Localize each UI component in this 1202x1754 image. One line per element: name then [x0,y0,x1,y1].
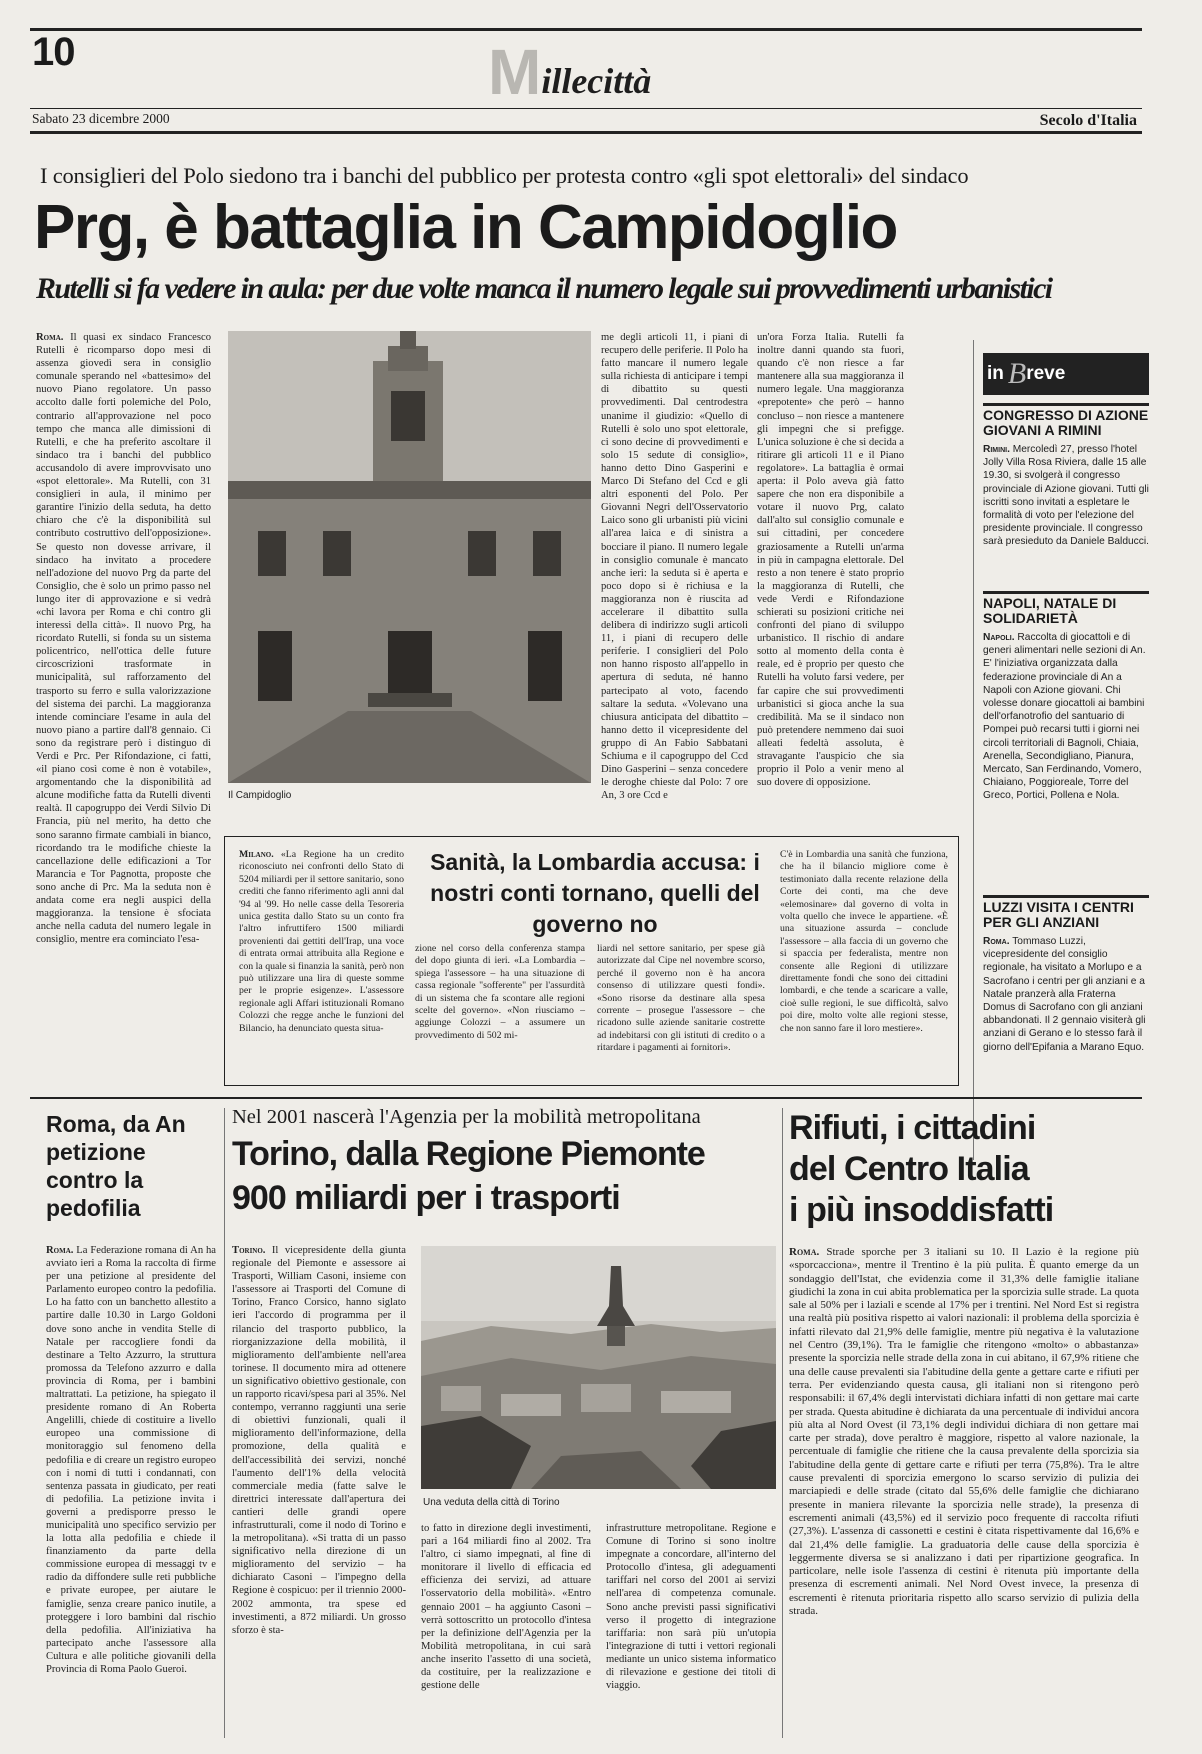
mid-rule [30,1097,1142,1099]
main-subtitle: Rutelli si fa vedere in aula: per due volte manca il numero legale sui provvedimenti urbanistici [36,272,1052,305]
lombardia-column-3: liardi nel settore sanitario, per spese già autorizzate dal Cipe nel novembre scorso, perché il governo non è ha ancora consenso di utilizzare questi fondi». «Sono risorse da destinare alla spesa corrente – prosegue l'assessore – che ricadono sulle aziende sanitarie costrette ad indebitarsi con gli istituti di credito o a ritardare i pagamenti ai fornitori». [597,943,765,1054]
rifiuti-column: Roma. Strade sporche per 3 italiani su 10. Il Lazio è la regione più «sporcacciona», mentre il Trentino è la più pulita. È quanto emerge da un sondaggio dell'Istat, che evidenzia come il 31,3% delle famiglie italiane giudichi la zona in cui abita problematica per la sporcizia sulle strade. La quota sale al 50% per i laziali e scende al 17% per i trentini. Nel Nord Est si registra una realtà più positiva rispetto ai valori nazionali: il problema della sporcizia è infatti rilevato dal 21,9% delle famiglie, mentre più negativa è la valutazione nel Centro (39,1%). Tra le famiglie che ritengono «molto» o abbastanza» presente la sporcizia nelle strade della zona in cui abitano, il 67,9% ritiene che una delle cause prevalenti sia l'abitudine della gente a gettare carte e rifiuti per terra. Per evidenziando questa causa, gli italiani non si ritengono però responsabili: il 67,4% degli intervistati dichiara infatti di non gettare mai carte per strada. Questa abitudine è dichiarata da una percentuale di individui ancora più alta al Nord Ovest (il 73,1% degli individui dichiara di non gettare mai carte per strada), dove peraltro è maggiore, rispetto al valore nazionale, la percentuale di famiglie che ritiene che la causa prevalente della sporcizia sia l'abitudine della gente di gettare carte e rifiuti per terra (75,8%). Tra le altre cause prevalenti di sporcizia emergono lo scarso servizio di pulizia dei marciapiedi e delle strade (citato dal 55,6% delle famiglie che dichiarano presente in maniera rilevante la sporcizia nelle strade), la presenza di escrementi animali (43,5%) ed il servizio poco frequente di raccolta rifiuti (27,3%). L'assenza di cassonetti e cestini è citata rispettivamente dal 16,6% e dal 21,4% delle famiglie. La graduatoria delle cause della sporcizia è leggermente diversa se si analizzano i dati per ripartizione geografica. In particolare, nelle isole l'assenza di cestini è ritenuta più importante della presenza di escrementi animali. Nel Nord Ovest invece, la presenza di escrementi è ritenuta prioritaria rispetto allo scarso servizio di pulizia della strada. [789,1246,1139,1618]
campidoglio-illustration [228,331,591,783]
divider-right [782,1108,783,1738]
campidoglio-photo [228,331,591,783]
brief-title-3: LUZZI VISITA I CENTRI PER GLI ANZIANI [983,899,1134,930]
main-column-1 [36,331,211,1076]
sidebar-divider [973,340,974,1160]
torino-column-3: infrastrutture metropolitane. Regione e Comune di Torino si sono inoltre impegnate a concordare, all'interno del Protocollo d'intesa, gli adeguamenti tariffari nel corso del 2001 ai servizi nell'area di competenza comunale. Sono anche previsti passi significativi verso il progetto di integrazione tariffaria: non sarà più un'utopia l'integrazione di tutti i vettori regionali mediante un unico sistema informatico di rilevazione e gestione dei titoli di viaggio. [606,1523,776,1692]
section-name: illecittà [541,61,652,101]
brief-item [983,591,1149,887]
section-initial: M [488,36,542,108]
brief-text-3: Roma. Tommaso Luzzi, vicepresidente del consiglio regionale, ha visitato a Morlupo e a Sacrofano i centri per gli anziani e a Natale pranzerà alla Fraterna Domus di Sacrofano con gli anziani abbandonati. Il 2 gennaio visiterà gli anziani di Gerano e lo stesso farà il giorno dell'Epifania a Marano Equo. [983,936,1146,1053]
main-column-3-text: me degli articoli 11, i piani di recupero delle periferie. Il Polo ha fatto mancare il numero legale sulla richiesta di anticipare i tempi di dibattito su questi provvedimenti. Dal centrodestra unanime il giudizio: «Quello di Rutelli è solo uno spot elettorale, ci sono decine di provvedimenti e solo 15 sedute di consiglio», hanno detto Dino Gasperini e Marco Di Stefano del Ccd e gli altri esponenti del Polo. Per Giovanni Negri dell'Osservatorio Laico sono gli urbanisti più vicini all'area laica e di sinistra a bocciare il piano. Il numero legale in consiglio comunale è mancato anche ieri: la seduta si è aperta e poco dopo si è richiusa e la maggioranza non è riuscita ad accelerare il dibattito sulla delibera di indirizzo sugli articoli 11, i piani di recupero delle periferie. I consiglieri del Polo non hanno risposto all'appello in apertura di seduta, né hanno partecipato al voto, facendo saltare la seduta. «Volevano una chiusura anticipata del dibattito – hanno detto il vicepresidente del gruppo di An Fabio Sabbatani Schiuma e il capogruppo del Ccd Dino Gasperini – senza concedere le deroghe chieste dal Polo: 7 ore An, 3 ore Ccd e [601,332,748,802]
divider-left [224,1108,225,1738]
brief-text-2: Napoli. Raccolta di giocattoli e di generi alimentari nelle sezioni di An. E' l'iniziativa organizzata dalla federazione provinciale di An a Napoli con Azione giovani. Chi volesse donare giocattoli ai bambini dell'orfanotrofio del santuario di Pompei può recarsi tutti i giorni nei circoli territoriali di Bagnoli, Chiaia, Arenella, Secondigliano, Pianura, Mercato, San Ferdinando, Vomero, Chiaiano, Poggioreale, Torre del Greco, Portici, Pollena e Nola. [983,632,1146,802]
brief-text-1: Rimini. Mercoledì 27, presso l'hotel Jolly Villa Rosa Riviera, dalle 15 alle 19.30, si svolgerà il congresso provinciale di Azione giovani. Tutti gli iscritti sono invitati a espletare le formalità di voto per l'elezione del presidente provinciale. Il congresso sarà presieduto da Daniele Balducci. [983,444,1149,548]
torino-photo [421,1246,776,1489]
rifiuti-title-3: i più insoddisfatti [789,1191,1054,1229]
rifiuti-title-1: Rifiuti, i cittadini [789,1109,1036,1147]
in-breve-label: in B reve [983,353,1149,395]
lombardia-title: Sanità, la Lombardia accusa: i nostri conti tornano, quelli del governo no [430,849,760,937]
brief-title-1: CONGRESSO DI AZIONE GIOVANI A RIMINI [983,407,1149,438]
header-thin-rule [30,108,1142,109]
torino-column-1: Torino. Il vicepresidente della giunta regionale del Piemonte e assessore ai Trasporti, William Casoni, insieme con l'assessore ai Trasporti del Comune di Torino, Franco Corsico, hanno siglato ieri l'accordo di programma per il rilancio del trasporto pubblico, la riorganizzazione della mobilità, il miglioramento dell'ambiente nell'area torinese. Il documento mira ad ottenere un significativo obiettivo gestionale, con un rapporto ricavi/spesa pari al 35%. Nel contempo, verranno raggiunti una serie di obiettivi funzionali, quali il miglioramento dell'informazione, della promozione, della qualità e dell'accessibilità dei servizi, nonché l'aumento dell'1% della velocità commerciale media (fatte salve le direttrici interessate dall'apertura dei cantieri delle grandi opere infrastrutturali, come il nodo di Torino e la metropolitana). «Si tratta di un passo significativo nella direzione di un miglioramento del servizio – ha dichiarato Casoni – l'impegno della Regione è cospicuo: per il triennio 2000-2002 ammonta, tra spese ed investimenti, a 872 miliardi. Un grosso sforzo è sta- [232,1245,406,1636]
main-column-3 [601,331,748,802]
rifiuti-title-2: del Centro Italia [789,1150,1029,1188]
main-title: Prg, è battaglia in Campidoglio [34,193,897,262]
torino-title-2: 900 miliardi per i trasporti [232,1179,620,1217]
main-column-4 [757,331,904,789]
campidoglio-caption: Il Campidoglio [228,790,292,801]
header-rule [30,131,1142,134]
lombardia-column-2: zione nel corso della conferenza stampa del dopo giunta di ieri. «La Lombardia – spiega l'assessore – ha una situazione di cassa regionale "sofferente" per l'assurdità di un sistema che fa scontare alle regioni scelte del governo». «Non riusciamo – aggiunge Colozzi – a assumere un provvedimento di 502 mi- [415,943,585,1041]
lombardia-column-4: C'è in Lombardia una sanità che funziona, che ha il bilancio migliore come è testimoniato dalla recente relazione della Corte dei conti, ma che deve «elemosinare» dal governo di volta in volta quello che invece le appartiene. «È una situazione assurda – conclude l'assessore – alla faccia di un governo che si spaccia per federalista, mentre non consente alle Regioni di utilizzare direttamente fondi che sono dei cittadini lombardi, e che tende a scaricare a valle, cioè sulle regioni, le sue difficoltà, salvo poi dire, molto volte alle regioni stesse, che non sanno fare il loro mestiere». [780,849,948,1034]
lombardia-column-1: Milano. «La Regione ha un credito riconosciuto nei confronti dello Stato di 5204 miliardi per il settore sanitario, sono crediti che fanno riferimento agli anni dal '94 al '99. Ho nelle casse della Tesoreria unica gestita dallo Stato su un conto fra l'altro infruttifero 1500 miliardi provenienti dai gettiti dell'Irap, una voce di entrata ormai attribuita alla Regione e con la quale si finanzia la sanità, però non può utilizzare una lira di queste somme per le proprie esigenze». L'assessore regionale agli Affari istituzionali Romano Colozzi che regge anche le funzioni del Bilancio, ha denunciato questa situa- [239,849,405,1034]
brief-title-2: NAPOLI, NATALE DI SOLIDARIETÀ [983,595,1117,626]
torino-title-1: Torino, dalla Regione Piemonte [232,1135,705,1173]
pedofilia-column: Roma. La Federazione romana di An ha avviato ieri a Roma la raccolta di firme per una petizione al presidente del Parlamento europeo contro la pedofilia. Lo ha fatto con un banchetto allestito a partire dalle 10.30 in Largo Goldoni dove sono anche in vendita Stelle di Natale per raccogliere fondi da destinare a Telto Azzurro, la struttura promossa da Telefono azzurro e dalla provincia di Roma, per i bambini maltrattati. La petizione, ha spiegato il presidente romano di An Roberta Angelilli, chiede di costituire a livello europeo una commissione di monitoraggio sul fenomeno della pedofilia e di creare un registro europeo con i nomi di tutti i condannati, con sentenza passata in giudicato, per reati di pedofilia. La petizione invita i governi a predisporre presso le municipalità uno specifico servizio per la lotta alla pedofilia e chiede il finanziamento da parte della commissione europea di messaggi tv e radio da diffondere sulle reti pubbliche e private europee, per aiutare le famiglie, senza creare panico inutile, a proteggere i loro bambini dal rischio della pedofilia. All'iniziativa ha partecipato anche l'assessore alla Cultura e alle politiche giovanili della Provincia di Roma Paolo Gueroi. [46,1245,217,1675]
issue-date: Sabato 23 dicembre 2000 [32,111,170,126]
lombardia-box [224,836,959,1086]
newspaper-name: Secolo d'Italia [1039,112,1137,129]
main-column-4-text: un'ora Forza Italia. Rutelli fa inoltre danni quando sta fuori, quando c'è non riesce a far mantenere alla sua maggioranza il numero legale. Una maggioranza «prepotente» che però – hanno concluso – non riesce a mantenere gli impegni che si prefigge. L'unica soluzione è che si decida a ritirare gli articoli 11 e il Piano regolatore». La battaglia è ormai aperta: il Polo aveva già fatto sapere che non era disponibile a votare il nuovo Prg, calato dall'alto sul consiglio comunale e sui cittadini, per concedere graziosamente a Rutelli un'arma in più in campagna elettorale. Del resto a non tenere è stato proprio la maggioranza di Rutelli, che vede Verdi e Rifondazione schierati su posizioni critiche nei confronti del piano di sviluppo urbanistico. Il rischio di andare sotto al momento della conta è reale, ed è proprio per questo che Rutelli ha voluto farsi vedere, per far capire che sui provvedimenti urbanistici si gioca anche la sua credibilità. Ma se il sindaco non può pretendere nemmeno dai suoi alleati fedeltà assoluta, è stravagante l'auspicio che sia proprio il Polo a venir meno al suo dovere di opposizione. [757,332,904,789]
brief-item [983,403,1149,583]
main-column-1-text: Il quasi ex sindaco Francesco Rutelli è ricomparso dopo mesi di assenza giovedì sera in consiglio comunale sperando nel «battesimo» del nuovo Piano regolatore. Un passo accolto dalle forti polemiche del Polo, contrario all'approvazione nel poco tempo che manca alle dimissioni di Rutelli, e che ha preferito ascoltare il sindaco tra i banchi del pubblico accusandolo di avere improvvisato uno «spot elettorale». Ma Rutelli, con 31 consiglieri in aula, il minimo per garantire l'inizio della seduta, ha detto chiaro che c'è la disponibilità sul contributo costruttivo dell'opposizione». Se questo non dovesse arrivare, il sindaco ha invitato a procedere nell'adozione del nuovo Prg da parte del Consiglio, che è solo un primo passo nel lungo iter di approvazione e si vedrà «chi lavora per Roma e chi contro gli interessi della città». Il nuovo Prg, ha ricordato Rutelli, si fonda su un sistema policentrico, nell'ottica delle future circoscrizioni trasformate in municipalità, sul rafforzamento del trasporto su ferro e sulla valorizzazione del sistema dei parchi. La maggioranza intende cominciare l'esame in aula del nuovo piano a partire dall'8 gennaio. Ci sono da registrare però i distinguo di Verdi e Prc. Per Rifondazione, ci fatti, «il piano così come è non è votabile», argomentando che la disponibilità ad alcune modifiche fatta da Rutelli diventi realtà. Il capogruppo dei Verdi Silvio Di Francia, più nel merito, ha detto che sono saranno firmate cambiali in bianco, ricordando tra le modifiche chieste la cancellazione delle edificazioni a Tor Marancia e Tor Pagnotta, proposte che sono anche di Prc. Ma la seduta non è andata come era negli auspici della maggioranza. la tensione è sfociata anche nella caduta del numero legale in consiglio, mentre era cominciato l'esa- [36,332,212,946]
pedofilia-title: Roma, da An petizione contro la pedofilia [46,1111,186,1221]
main-kicker: I consiglieri del Polo siedono tra i banchi del pubblico per protesta contro «gli spot elettorali» del sindaco [40,163,969,188]
main-dateline: Roma. [36,332,64,343]
page-number: 10 [32,30,75,74]
top-rule [30,28,1142,31]
brief-item [983,895,1149,1085]
in-breve-sidebar [983,331,1149,1159]
torino-caption: Una veduta della città di Torino [423,1497,560,1508]
torino-illustration [421,1246,776,1489]
section-logo [488,36,652,108]
torino-kicker: Nel 2001 nascerà l'Agenzia per la mobilità metropolitana [232,1106,701,1128]
torino-column-2: to fatto in direzione degli investimenti, pari a 164 miliardi fino al 2002. Tra l'altro, ci siamo impegnati, al fine di monitorare il livello di efficacia ed efficienza dei servizi, ad attuare l'osservatorio della mobilità». «Entro gennaio 2001 – ha aggiunto Casoni – verrà sottoscritto un protocollo d'intesa per la definizione dell'Agenzia per la Mobilità metropolitana, in cui sarà anche inserito l'assetto di una società, da costituire, per la realizzazione e gestione delle [421,1523,591,1692]
